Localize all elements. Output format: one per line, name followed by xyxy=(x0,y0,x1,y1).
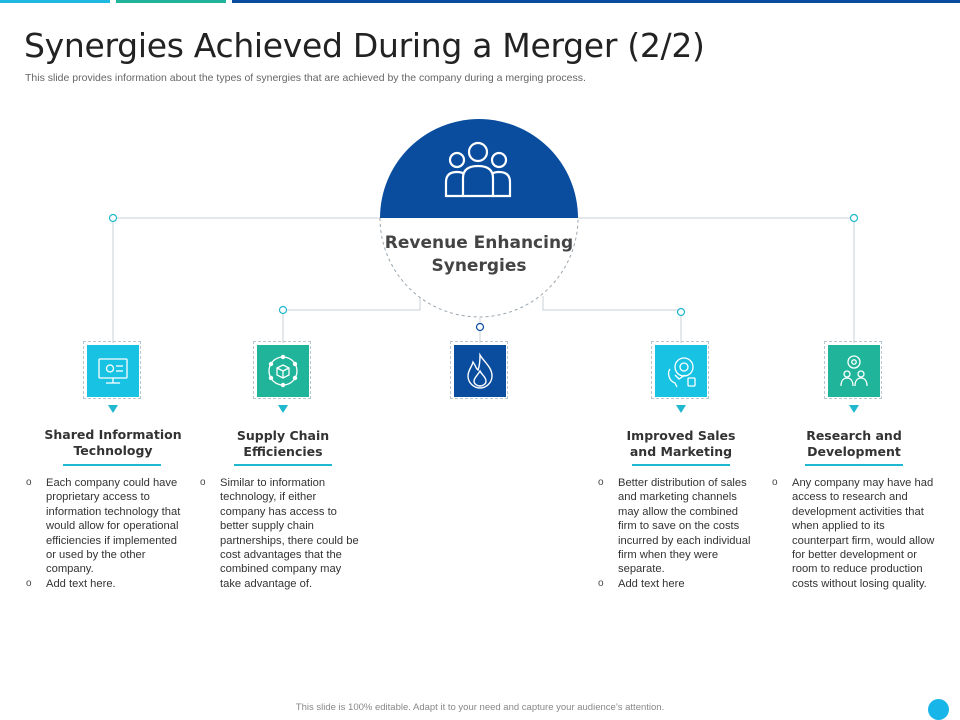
connector-item-2 xyxy=(283,296,420,343)
item-4-caret-icon xyxy=(676,405,686,413)
flame-icon xyxy=(454,345,506,397)
research-team-icon xyxy=(828,345,880,397)
page-subtitle: This slide provides information about the types of synergies that are achieved by the company during a merging process. xyxy=(25,72,586,84)
item-1-icon-box xyxy=(87,345,139,397)
item-1-bullets xyxy=(26,476,184,591)
item-5-heading xyxy=(779,428,929,460)
item-1-underline xyxy=(63,464,161,466)
item-2-heading-line1: Supply Chain xyxy=(236,428,330,443)
item-4-bullets xyxy=(598,476,756,591)
marketing-target-icon xyxy=(655,345,707,397)
item-3-icon-box xyxy=(454,345,506,397)
item-4-heading xyxy=(606,428,756,460)
item-4-heading-line1: Improved Sales xyxy=(626,428,736,443)
corner-dot xyxy=(928,699,949,720)
item-2-heading-line2: Efficiencies xyxy=(243,444,323,459)
monitor-settings-icon xyxy=(87,345,139,397)
list-item: o Any company may have had access to research and development activities that when applied to its counterpart firm, would allow for better development or room to reduce production costs without losing quality. xyxy=(772,476,940,591)
item-4-icon-box xyxy=(655,345,707,397)
item-2-bullets xyxy=(200,476,360,591)
footer-note: This slide is 100% editable. Adapt it to your need and capture your audience’s attention. xyxy=(295,702,665,713)
list-item: o Add text here. xyxy=(26,577,184,591)
page-title: Synergies Achieved During a Merger (2/2) xyxy=(24,26,705,65)
item-5-heading-line2: Development xyxy=(807,444,901,459)
item-1-caret-icon xyxy=(108,405,118,413)
item-5-caret-icon xyxy=(849,405,859,413)
hub-circle-top xyxy=(380,119,578,218)
connector-item-4 xyxy=(543,296,681,343)
hub-label xyxy=(380,232,578,278)
list-item: o Similar to information technology, if either company has access to better supply chain partnerships, there could be cost advantages that the combined company may take advantage of. xyxy=(200,476,360,591)
hub-label-line2: Synergies xyxy=(431,256,527,276)
item-1-heading-line1: Shared Information xyxy=(44,427,182,442)
item-2-heading xyxy=(208,428,358,460)
list-item: o Better distribution of sales and marketing channels may allow the combined firm to save on the costs incurred by each individual firm when they were separate. xyxy=(598,476,756,577)
item-1-heading-line2: Technology xyxy=(73,443,153,458)
item-4-heading-line2: and Marketing xyxy=(629,444,733,459)
hub-label-line1: Revenue Enhancing xyxy=(384,233,574,253)
item-5-underline xyxy=(805,464,903,466)
list-item: o Each company could have proprietary access to information technology that would allow for operational efficiencies if implemented or used by the other company. xyxy=(26,476,184,577)
network-box-icon xyxy=(257,345,309,397)
item-4-underline xyxy=(632,464,730,466)
item-2-icon-box xyxy=(257,345,309,397)
item-5-heading-line1: Research and xyxy=(806,428,902,443)
item-5-icon-box xyxy=(828,345,880,397)
list-item: o Add text here xyxy=(598,577,756,591)
connector-dot-center xyxy=(477,324,484,331)
item-2-caret-icon xyxy=(278,405,288,413)
item-2-underline xyxy=(234,464,332,466)
item-1-heading xyxy=(38,427,188,459)
item-5-bullets xyxy=(772,476,940,591)
